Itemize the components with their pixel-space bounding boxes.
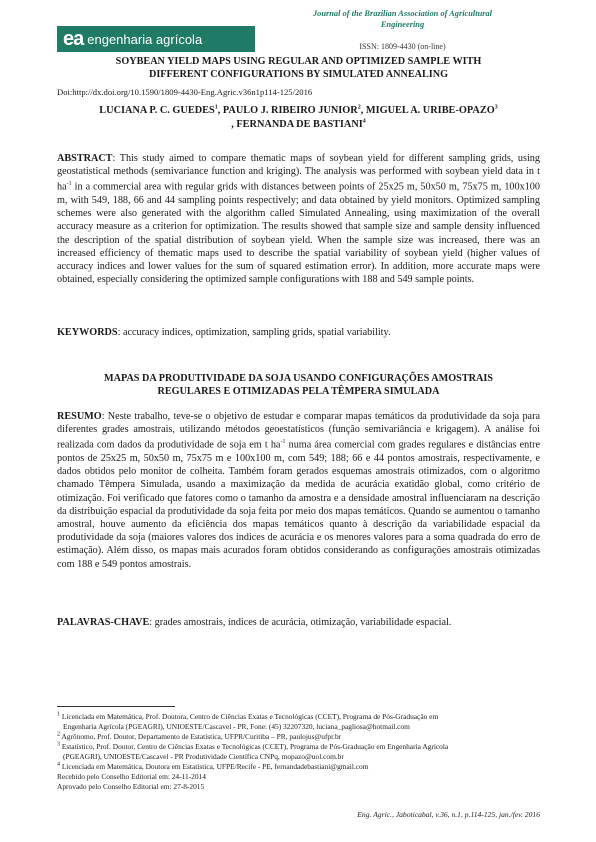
abstract-text: : This study aimed to compare thematic maps of soybean yield for different sampling grids, using geostatistical methods (semivariance function and kriging). The analysis was performed with soybean yield data in t ha <box>57 153 540 193</box>
footnote-text: Agrônomo, Prof. Doutor, Departamento de Estatística, UFPR/Curitiba – PR, paulojus@ufpr.br <box>60 732 342 741</box>
doi-link[interactable]: Doi:http://dx.doi.org/10.1590/1809-4430-Eng.Agric.v36n1p114-125/2016 <box>57 87 313 97</box>
footnote-3 <box>57 742 540 762</box>
approved-date: Aprovado pelo Conselho Editorial em: 27-8-2015 <box>57 782 205 791</box>
logo-text: engenharia agrícola <box>87 31 203 47</box>
journal-logo <box>57 26 255 52</box>
palavras-chave-text: : grades amostrais, índices de acurácia, otimização, variabilidade espacial. <box>149 617 452 628</box>
author-name: LUCIANA P. C. GUEDES <box>99 105 215 116</box>
resumo-text: : Neste trabalho, teve-se o objetivo de estudar e comparar mapas temáticos da produtividade da soja para diferentes grades amostrais, utilizando métodos geoestatísticos (função semivariância e krigagem). A análise foi realizada com dados da produtividade de soja em t ha <box>57 411 540 451</box>
footnote-number: 1 <box>57 711 60 718</box>
unit-superscript: -1 <box>66 181 72 188</box>
keywords-label: KEYWORDS <box>57 327 118 338</box>
journal-citation: Eng. Agríc., Jaboticabal, v.36, n.1, p.114-125, jan./fev. 2016 <box>357 810 540 819</box>
received-date: Recebido pelo Conselho Editorial em: 24-11-2014 <box>57 772 206 781</box>
paper-title <box>57 55 540 81</box>
journal-name-line1: Journal of the Brazilian Association of Agricultural <box>312 9 493 18</box>
portuguese-title <box>57 372 540 398</box>
footnote-text: Estatístico, Prof. Doutor, Centro de Ciências Exatas e Tecnológicas (CCET), Programa de Pós-Graduação em Engenharia Agrícola <box>60 742 449 751</box>
footnote-number: 2 <box>57 731 60 738</box>
author-affiliation-mark: 3 <box>494 104 498 111</box>
keywords-text: : accuracy indices, optimization, sampling grids, spatial variability. <box>117 327 391 338</box>
portuguese-title-line2: REGULARES E OTIMIZADAS PELA TÊMPERA SIMULADA <box>157 386 440 397</box>
logo-mark: ea <box>63 27 84 50</box>
footnote-text-continued: Engenharia Agrícola (PGEAGRI), UNIOESTE/Cascavel - PR, Fone: (45) 32207320, luciana_pagliosa@hotmail.com <box>63 722 410 731</box>
portuguese-title-line1: MAPAS DA PRODUTIVIDADE DA SOJA USANDO CONFIGURAÇÕES AMOSTRAIS <box>104 373 493 384</box>
footnote-text: Licenciada em Matemática, Prof. Doutora, Centro de Ciências Exatas e Tecnológicas (CCET), Programa de Pós-Graduação em <box>60 712 439 721</box>
author-affiliation-mark: 1 <box>214 104 218 111</box>
journal-name <box>270 8 535 30</box>
issn: ISSN: 1809-4430 (on-line) <box>359 42 446 51</box>
author-list <box>57 104 540 132</box>
palavras-chave <box>57 616 540 629</box>
abstract <box>57 152 540 286</box>
unit-superscript: -1 <box>280 439 286 446</box>
abstract-label: ABSTRACT <box>57 153 113 164</box>
palavras-chave-label: PALAVRAS-CHAVE <box>57 617 150 628</box>
author-name: , MIGUEL A. URIBE-OPAZO <box>360 105 495 116</box>
keywords <box>57 326 540 339</box>
resumo-text-continued: numa área comercial com grades regulares e distâncias entre pontos de 25x25 m, 50x50 m, 75x75 m e 100x100 m, com 549; 188; 66 e 44 pontos amostrais, respectivamente, e dados obtidos pelo monitor de colheita. Também foram gerados esquemas amostrais otimizados, com o algoritmo chamado Têmpera Simulada, usando a maximização da medida de acurácia exatidão global, como critério de otimização. Foi verificado que fatores como o tamanho da amostra e a densidade amostral influenciaram na descrição da distribuição espacial da produtividade da soja feita por meio dos mapas temáticos. Quando se aumentou o tamanho amostral, houve aumento da eficiência dos mapas temáticos quanto à descrição da variabilidade espacial da produtividade da soja (maiores valores dos índices de acurácia e os menores valores para a soma quadrada do erro de estimação). Além disso, os mapas mais acurados foram obtidos considerando as configurações amostrais otimizadas com 188 e 549 pontos amostrais. <box>57 439 540 570</box>
resumo <box>57 410 540 571</box>
author-name: , FERNANDA DE BASTIANI <box>231 119 363 130</box>
paper-title-line2: DIFFERENT CONFIGURATIONS BY SIMULATED ANNEALING <box>148 69 449 80</box>
footnote-text-continued: (PGEAGRI), UNIOESTE/Cascavel - PR Produtividade Científica CNPq, mopazo@uol.com.br <box>63 752 344 761</box>
author-affiliation-mark: 4 <box>362 118 366 125</box>
footnote-number: 4 <box>57 761 60 768</box>
footnotes <box>57 712 540 792</box>
footnote-text: Licenciada em Matemática, Doutora em Estatística, UFPE/Recife - PE, fernandadebastiani@gmail.com <box>60 762 369 771</box>
paper-title-line1: SOYBEAN YIELD MAPS USING REGULAR AND OPTIMIZED SAMPLE WITH <box>115 56 482 67</box>
abstract-text-continued: in a commercial area with regular grids with distances between points of 25x25 m, 50x50 m, 75x75 m, 100x100 m, with 549, 188, 66 and 44 sampling points respectively; and data obtained by yield monitors. Optimized sampling schemes were also generated with the algorithm called Simulated Annealing, using maximization of the overall accuracy measure as a criterion for optimization. The results showed that sample size and sample density influenced the description of the spatial distribution of soybean yield. When the sample size was increased, there was an increased efficiency of thematic maps used to describe the spatial variability of soybean yield (higher values of accuracy indices and lower values for the sum of squared estimation error). In addition, more accurate maps were obtained, especially considering the optimized sample configurations with 188 and 549 sample points. <box>57 181 540 286</box>
footnote-2 <box>57 732 540 742</box>
footnote-4 <box>57 762 540 772</box>
footnote-number: 3 <box>57 741 60 748</box>
footnote-divider <box>57 706 175 707</box>
author-name: , PAULO J. RIBEIRO JUNIOR <box>217 105 358 116</box>
author-affiliation-mark: 2 <box>357 104 361 111</box>
footnote-1 <box>57 712 540 732</box>
resumo-label: RESUMO <box>57 411 102 422</box>
journal-name-line2: Engineering <box>380 20 425 29</box>
